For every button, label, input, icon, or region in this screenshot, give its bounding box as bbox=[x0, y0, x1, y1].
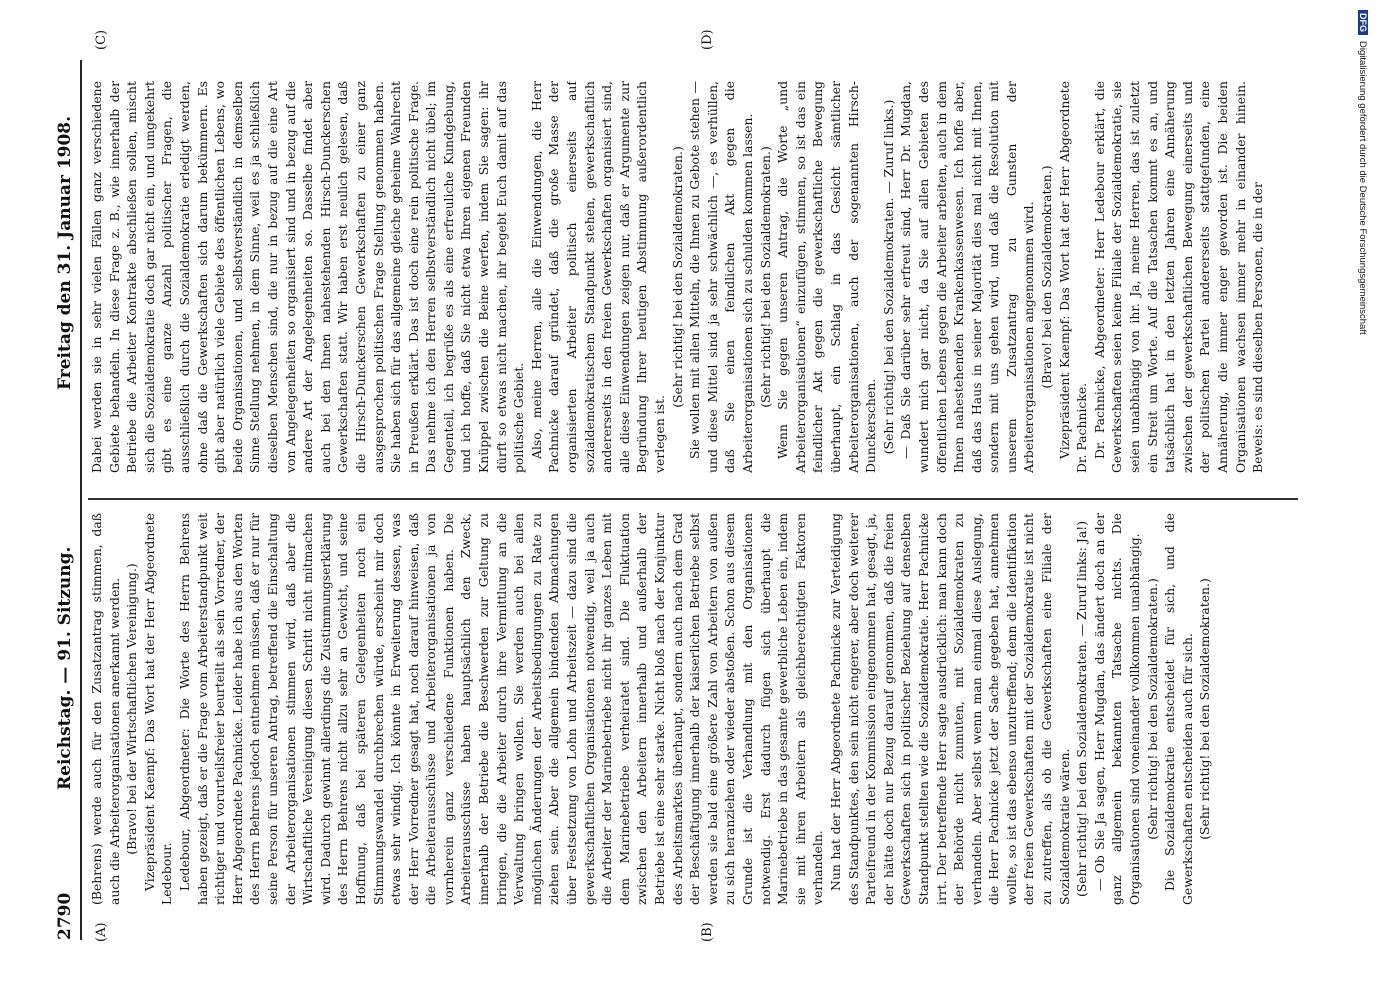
right-paragraph: Wenn Sie gegen unseren Antrag, die Worte „und Arbeiterorganisationen“ einzufügen, stimmen, so ist das ein feindlicher Akt gegen die gewerkschaftliche Bewegung überhaupt, ein Schlag in das Gesicht sämtlicher Arbeiterorganisationen, auch der sogenannten Hirsch-Dunckerschen. bbox=[775, 81, 879, 473]
dfg-logo: DFG bbox=[1358, 10, 1368, 35]
right-paragraph: Dr. Pachnicke, Abgeordneter: Herr Ledebour erklärt, die Gewerkschaften seien keine Filiale der Sozialdemokratie, sie seien unabhängig von ihr. Ja, meine Herren, das ist zuletzt ein Streit um Worte. Auf die Tatsachen kommt es an, und tatsächlich hat in den letzten Jahren eine Annäherung zwischen der gewerkschaftlichen Bewegung einerseits und der politischen Partei andererseits stattgefunden, eine Annäherung, die immer enger geworden ist. Die beiden Organisationen wachsen immer mehr in einander hinein. Beweis: es sind dieselben Personen, die in der bbox=[1091, 81, 1266, 473]
left-paragraph: (Sehr richtig! bei den Sozialdemokraten.) bbox=[1197, 578, 1213, 840]
right-paragraph: Dabei werden sie in sehr vielen Fällen ganz verschiedene Gebiete behandeln. In diese Frage z. B., wie innerhalb der Betriebe die Arbeiter Kontrakte abschließen sollen, mischt sich die Sozialdemokratie doch gar nicht ein, und umgekehrt gibt es eine ganze Anzahl politischer Fragen, die ausschließlich durch die Sozialdemokratie erledigt werden, ohne daß die Gewerkschaften sich darum bekümmern. Es gibt aber natürlich viele Gebiete des öffentlichen Lebens, wo beide Organisationen, und selbstverständlich in demselben Sinne Stellung nehmen, in dem Sinne, weil es ja schließlich dieselben Menschen sind, die nur in bezug auf die eine Art von Angelegenheiten so organisiert sind und in bezug auf die andere Art der Angelegenheiten so. Dasselbe findet aber auch bei den Ihnen nahestehenden Hirsch-Dunckerschen Gewerkschaften statt. Wir haben erst neulich gelesen, daß die Hirsch-Dunckerschen Gewerkschaften zu einer ganz ausgesprochen politischen Frage Stellung genommen haben. Sie haben sich für das allgemeine gleiche geheime Wahlrecht in Preußen erklärt. Das ist doch eine rein politische Frage. Das nehme ich den Herren selbstverständlich nicht übel; im Gegenteil, ich begrüße es als eine erfreuliche Kundgebung, und ich hoffe, daß Sie nicht etwa Ihren eigenen Freunden Knüppel zwischen die Beine werfen, indem Sie sagen: ihr dürft so etwas nicht machen, ihr begebt Euch damit auf das politische Gebiet. bbox=[89, 81, 527, 473]
left-paragraph: Ledebour, Abgeordneter: Die Worte des Herrn Behrens haben gezeigt, daß er die Frage vom Arbeiterstandpunkt weit richtiger und vorurteilsfreier beurteilt als sein Vorredner, der Herr Abgeordnete Pachnicke. Leider habe ich aus den Worten des Herrn Behrens jedoch entnehmen müssen, daß er nur für seine Person für unseren Antrag, betreffend die Einschaltung der Arbeiterorganisationen stimmen wird, daß aber die Wirtschaftliche Vereinigung diesen Schritt nicht mitmachen wird. Dadurch gewinnt allerdings die Zustimmungserklärung des Herrn Behrens nicht allzu sehr an Gewicht, und seine Hoffnung, daß bei späteren Gelegenheiten noch ein Stimmungswandel durchbrechen würde, erscheint mir doch etwas sehr windig. Ich könnte in Erweiterung dessen, was der Herr Vorredner gesagt hat, noch darauf hinweisen, daß die Arbeiterausschüsse und Arbeiterorganisationen ja von vornherein ganz verschiedene Funktionen haben. Die Arbeiterausschüsse haben hauptsächlich den Zweck, innerhalb der Betriebe die Beschwerden zur Geltung zu bringen, die die Arbeiter durch ihre Vermittlung an die Verwaltung bringen wollen. Sie werden auch bei allen möglichen Änderungen der Arbeitsbedingungen zu Rate zu ziehen sein. Aber die allgemein bindenden Abmachungen über Festsetzung von Lohn und Arbeitszeit — dazu sind die gewerkschaftlichen Organisationen notwendig, weil ja auch die Arbeiter der Marinebetriebe nicht ihr ganzes Leben mit dem Marinebetriebe verheiratet sind. Die Fluktuation zwischen den Arbeitern innerhalb und außerhalb der Betriebe ist eine sehr starke. Nicht bloß nach der Konjunktur des Arbeitsmarktes überhaupt, sondern auch nach dem Grad der Beschäftigung innerhalb der kaiserlichen Betriebe selbst werden sie bald eine größere Zahl von Arbeitern von außen zu sich heranziehen oder wieder abstoßen. Schon aus diesem Grunde ist die Verhandlung mit den Organisationen notwendig. Erst dadurch fügen sich überhaupt die Marinebetriebe in das gesamte gewerbliche Leben ein, indem sie mit ihren Arbeitern als gleichberechtigten Faktoren verhandeln. bbox=[176, 513, 826, 905]
left-paragraph: (Sehr richtig! bei den Sozialdemokraten.) bbox=[1144, 578, 1160, 840]
left-paragraph: (Bravo! bei der Wirtschaftlichen Vereinigung.) bbox=[124, 563, 140, 855]
session-title: Reichstag. — 91. Sitzung. bbox=[55, 546, 75, 790]
section-mark-d: (D) bbox=[700, 29, 715, 50]
left-paragraph: Die Sozialdemokratie entscheidet für sich, und die Gewerkschaften entscheiden auch für sich. bbox=[1162, 513, 1195, 905]
section-mark-a: (A) bbox=[94, 922, 109, 942]
section-mark-b: (B) bbox=[700, 922, 715, 942]
column-divider bbox=[88, 498, 1298, 500]
left-paragraph: (Sehr richtig! bei den Sozialdemokraten. — Zuruf links: Ja!) bbox=[1074, 520, 1090, 898]
right-paragraph: Also, meine Herren, alle die Einwendungen, die Herr Pachnicke darauf gründet, daß die große Masse der organisierten Arbeiter politisch einerseits auf sozialdemokratischem Standpunkt stehen, gewerkschaftlich andererseits in den freien Gewerkschaften organisiert sind, alle diese Einwendungen zeigen nur, daß er Argumente zur Begründung Ihrer heutigen Abstimmung außerordentlich verlegen ist. bbox=[528, 81, 667, 473]
left-paragraph: — Ob Sie Ja sagen, Herr Mugdan, das ändert doch an der ganz allgemein bekannten Tatsache nichts. Die Organisationen sind voneinander vollkommen unabhängig. bbox=[1091, 513, 1143, 905]
right-paragraph: (Bravo! bei den Sozialdemokraten.) bbox=[1039, 165, 1055, 389]
funding-note bbox=[1354, 10, 1374, 990]
header-rule bbox=[80, 60, 82, 940]
funding-note-text: Digitalisierung gefördert durch die Deutsche Forschungsgemeinschaft bbox=[1357, 41, 1368, 335]
left-paragraph: Vizepräsident Kaempf: Das Wort hat der Herr Abgeordnete Ledebour. bbox=[141, 513, 175, 905]
right-paragraph: (Sehr richtig! bei den Sozialdemokraten.) bbox=[757, 146, 773, 408]
funding-note-inner bbox=[1357, 10, 1368, 335]
session-date: Freitag den 31. Januar 1908. bbox=[55, 115, 75, 390]
right-paragraph: Sie wollen mit allen Mitteln, die Ihnen zu Gebote stehen — und diese Mittel sind ja sehr schwächlich —, es verhüllen, daß Sie einen feindlichen Akt gegen die Arbeiterorganisationen sich zu schulden kommen lassen. bbox=[687, 81, 755, 473]
right-paragraph: (Sehr richtig! bei den Sozialdemokraten. — Zuruf links.) bbox=[880, 99, 896, 455]
page-header bbox=[55, 50, 79, 950]
left-paragraph: Nun hat der Herr Abgeordnete Pachnicke zur Verteidigung des Standpunktes, den sein nicht engerer, aber doch weiterer Parteifreund in der Kommission eingenommen hat, gesagt, ja, der hätte doch nur Bezug darauf genommen, daß die freien Gewerkschaften sich in politischer Beziehung auf denselben Standpunkt stellten wie die Sozialdemokratie. Herr Pachnicke irrt. Der betreffende Herr sagte ausdrücklich: man kann doch der Behörde nicht zumuten, mit Sozialdemokraten zu verhandeln. Aber selbst wenn man einmal diese Auslegung, die Herr Pachnicke jetzt der Sache gegeben hat, annehmen wollte, so ist das ebenso unzutreffend; denn die Identifikation der freien Gewerkschaften mit der Sozialdemokratie ist nicht zu zutreffen, als ob die Gewerkschaften eine Filiale der Sozialdemokratie wären. bbox=[827, 513, 1072, 905]
left-column bbox=[88, 513, 1303, 905]
right-paragraph: Vizepräsident Kaempf: Das Wort hat der Herr Abgeordnete Dr. Pachnicke. bbox=[1056, 81, 1090, 473]
page-number: 2790 bbox=[55, 892, 75, 940]
section-mark-c: (C) bbox=[94, 29, 109, 50]
left-paragraph: (Behrens) werde auch für den Zusatzantrag stimmen, daß auch die Arbeiterorganisationen anerkannt werden. bbox=[89, 513, 122, 905]
right-paragraph: (Sehr richtig! bei den Sozialdemokraten.) bbox=[669, 146, 685, 408]
right-column bbox=[88, 81, 1303, 473]
right-paragraph: — Daß Sie darüber sehr erfreut sind, Herr Dr. Mugdan, wundert mich gar nicht, da Sie auf allen Gebieten des öffentlichen Lebens gegen die Arbeiter arbeiten, auch in dem Ihnen nahestehenden Krankenkassenwesen. Ich hoffe aber, daß das Haus in seiner Majorität dies mal nicht mit Ihnen, sondern mit uns gehen wird, und daß die Resolution mit unserem Zusatzantrag zu Gunsten der Arbeiterorganisationen angenommen wird. bbox=[898, 81, 1037, 473]
